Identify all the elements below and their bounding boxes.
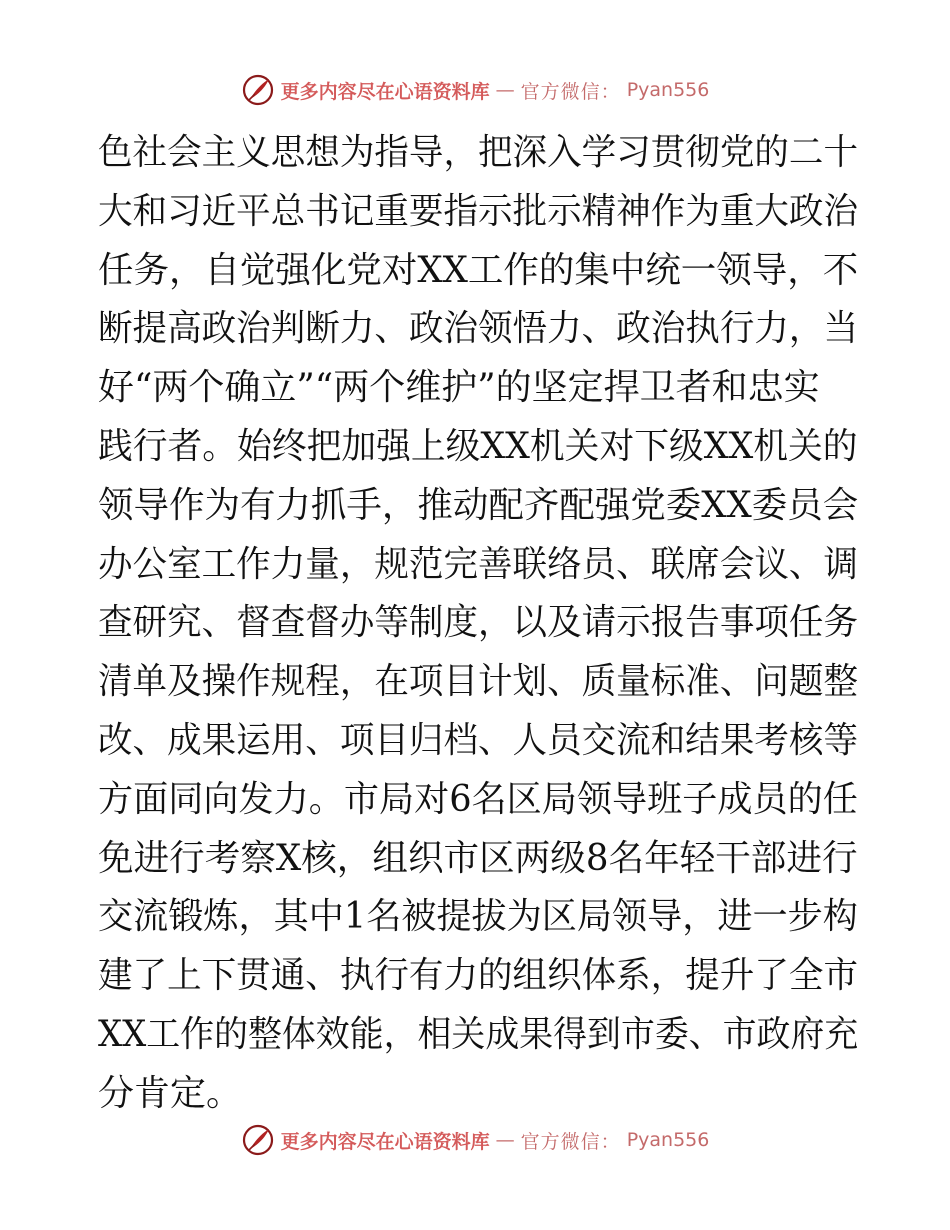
document-body: [98, 124, 858, 1124]
body-line: 方面同向发力。市局对6名区局领导班子成员的任: [98, 778, 858, 820]
feather-pen-logo-icon: [241, 1123, 275, 1157]
body-line: 色社会主义思想为指导，把深入学习贯彻党的二十: [98, 132, 859, 173]
body-line: 清单及操作规程，在项目计划、质量标准、问题整: [98, 661, 859, 703]
banner-separator: —: [495, 79, 515, 101]
body-line: 办公室工作力量，规范完善联络员、联席会议、调: [98, 543, 859, 585]
banner-wechat-account: Pyan556: [626, 79, 710, 101]
body-line: 践行者。始终把加强上级XX机关对下级XX机关的: [98, 425, 858, 467]
body-line: 任务，自觉强化党对XX工作的集中统一领导，不: [98, 249, 859, 291]
body-line: 大和习近平总书记重要指示批示精神作为重大政治: [98, 190, 859, 232]
body-line: 断提高政治判断力、政治领悟力、政治执行力，当: [98, 308, 859, 350]
body-line: 查研究、督查督办等制度，以及请示报告事项任务: [98, 602, 859, 644]
banner-main-text: 更多内容尽在心语资料库: [280, 80, 490, 103]
banner-separator: —: [495, 1129, 515, 1151]
footer-watermark-banner: [0, 1122, 950, 1158]
body-line: XX工作的整体效能，相关成果得到市委、市政府充: [98, 1013, 859, 1055]
body-line: 交流锻炼，其中1名被提拔为区局领导，进一步构: [98, 896, 858, 938]
banner-main-text: 更多内容尽在心语资料库: [280, 1130, 490, 1153]
banner-wechat-label: 官方微信：: [520, 1130, 621, 1153]
body-line: 好“两个确立”“两个维护”的坚定捍卫者和忠实: [98, 367, 820, 409]
body-line: 改、成果运用、项目归档、人员交流和结果考核等: [98, 719, 859, 761]
banner-wechat-account: Pyan556: [626, 1129, 710, 1151]
body-line: 免进行考察X核，组织市区两级8名年轻干部进行: [98, 837, 858, 879]
body-line: 领导作为有力抓手，推动配齐配强党委XX委员会: [98, 484, 859, 526]
body-line: 分肯定。: [98, 1072, 243, 1114]
body-line: 建了上下贯通、执行有力的组织体系，提升了全市: [98, 955, 859, 997]
banner-wechat-label: 官方微信：: [520, 80, 621, 103]
header-watermark-banner: [0, 72, 950, 108]
feather-pen-logo-icon: [241, 73, 275, 107]
